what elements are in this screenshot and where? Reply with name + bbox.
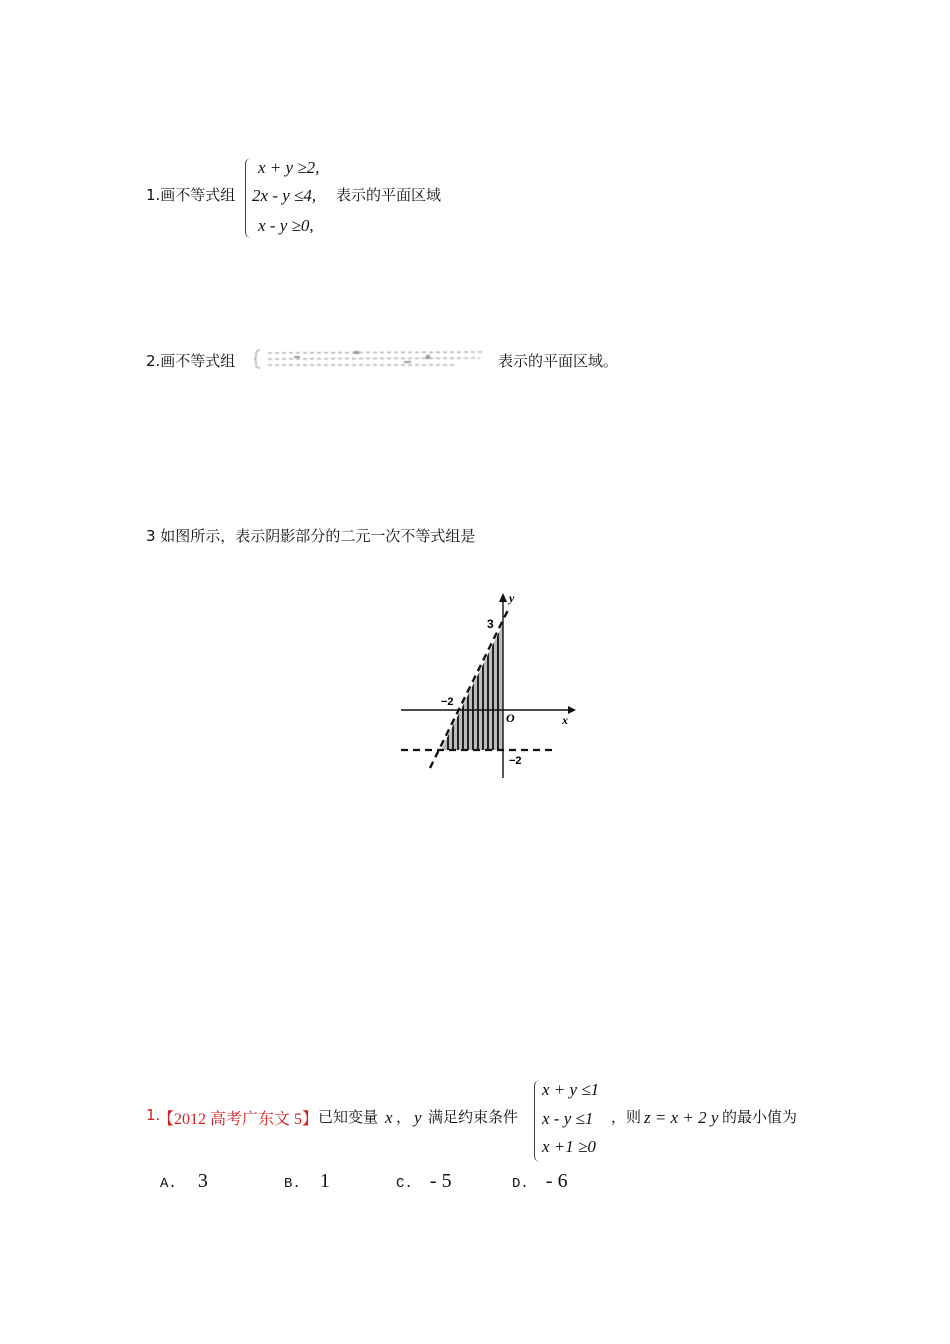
option-c-value: - 5 [429,1170,452,1192]
option-c-label: C. [396,1176,413,1192]
q4-text-4: 的最小值为 [722,1108,798,1126]
option-a-value: 3 [197,1170,208,1192]
q4-text-3: ，则 [611,1108,642,1126]
y-neg2-label: −2 [509,755,522,767]
q1-inequality-2: 2x - y ≤4, [252,186,317,205]
y-intercept-label: 3 [487,617,494,631]
q4-comma: ， [396,1108,412,1126]
q4-var-x: x [385,1108,393,1127]
option-b[interactable] [284,1170,330,1193]
q3-text: 3 如图所示，表示阴影部分的二元一次不等式组是 [146,527,476,545]
q4-objective: z = x + 2 y [644,1108,719,1127]
q2-prefix: 2.画不等式组 [146,352,236,370]
option-a-label: A. [160,1176,177,1192]
q3-graph [396,588,586,783]
q3-graph-svg [396,588,586,783]
q1-inequality-3: x - y ≥0, [258,216,314,235]
shaded-region [441,624,503,750]
q4-constraint-2: x - y ≤1 [542,1109,594,1128]
origin-label: O [506,711,515,725]
q2-garbled-inequalities-image [254,347,494,371]
q1-inequality-1: x + y ≥2, [258,158,320,177]
q4-text-2: 满足约束条件 [428,1108,519,1126]
option-b-label: B. [284,1176,301,1192]
option-d-label: D. [512,1176,529,1192]
x-axis-label: x [562,713,568,727]
q4-var-y: y [414,1108,422,1127]
x-axis-arrow-icon [568,706,576,714]
option-c[interactable] [396,1170,452,1193]
q4-constraint-3: x +1 ≥0 [542,1137,596,1156]
q4-number: 1. [146,1106,161,1124]
y-axis-label: y [509,591,515,605]
q1-suffix: 表示的平面区域 [336,186,442,204]
q2-suffix: 表示的平面区域。 [498,352,619,370]
option-a[interactable] [160,1170,208,1193]
q1-prefix: 1.画不等式组 [146,186,236,204]
y-axis-arrow-icon [499,593,507,602]
option-d-value: - 6 [545,1170,568,1192]
x-intercept-label: −2 [441,696,454,708]
q4-source: 【2012 高考广东文 5】 [158,1111,319,1128]
q4-constraint-1: x + y ≤1 [542,1080,600,1099]
option-b-value: 1 [319,1170,330,1192]
option-d[interactable] [512,1170,568,1193]
q4-text-1: 已知变量 [318,1108,379,1126]
